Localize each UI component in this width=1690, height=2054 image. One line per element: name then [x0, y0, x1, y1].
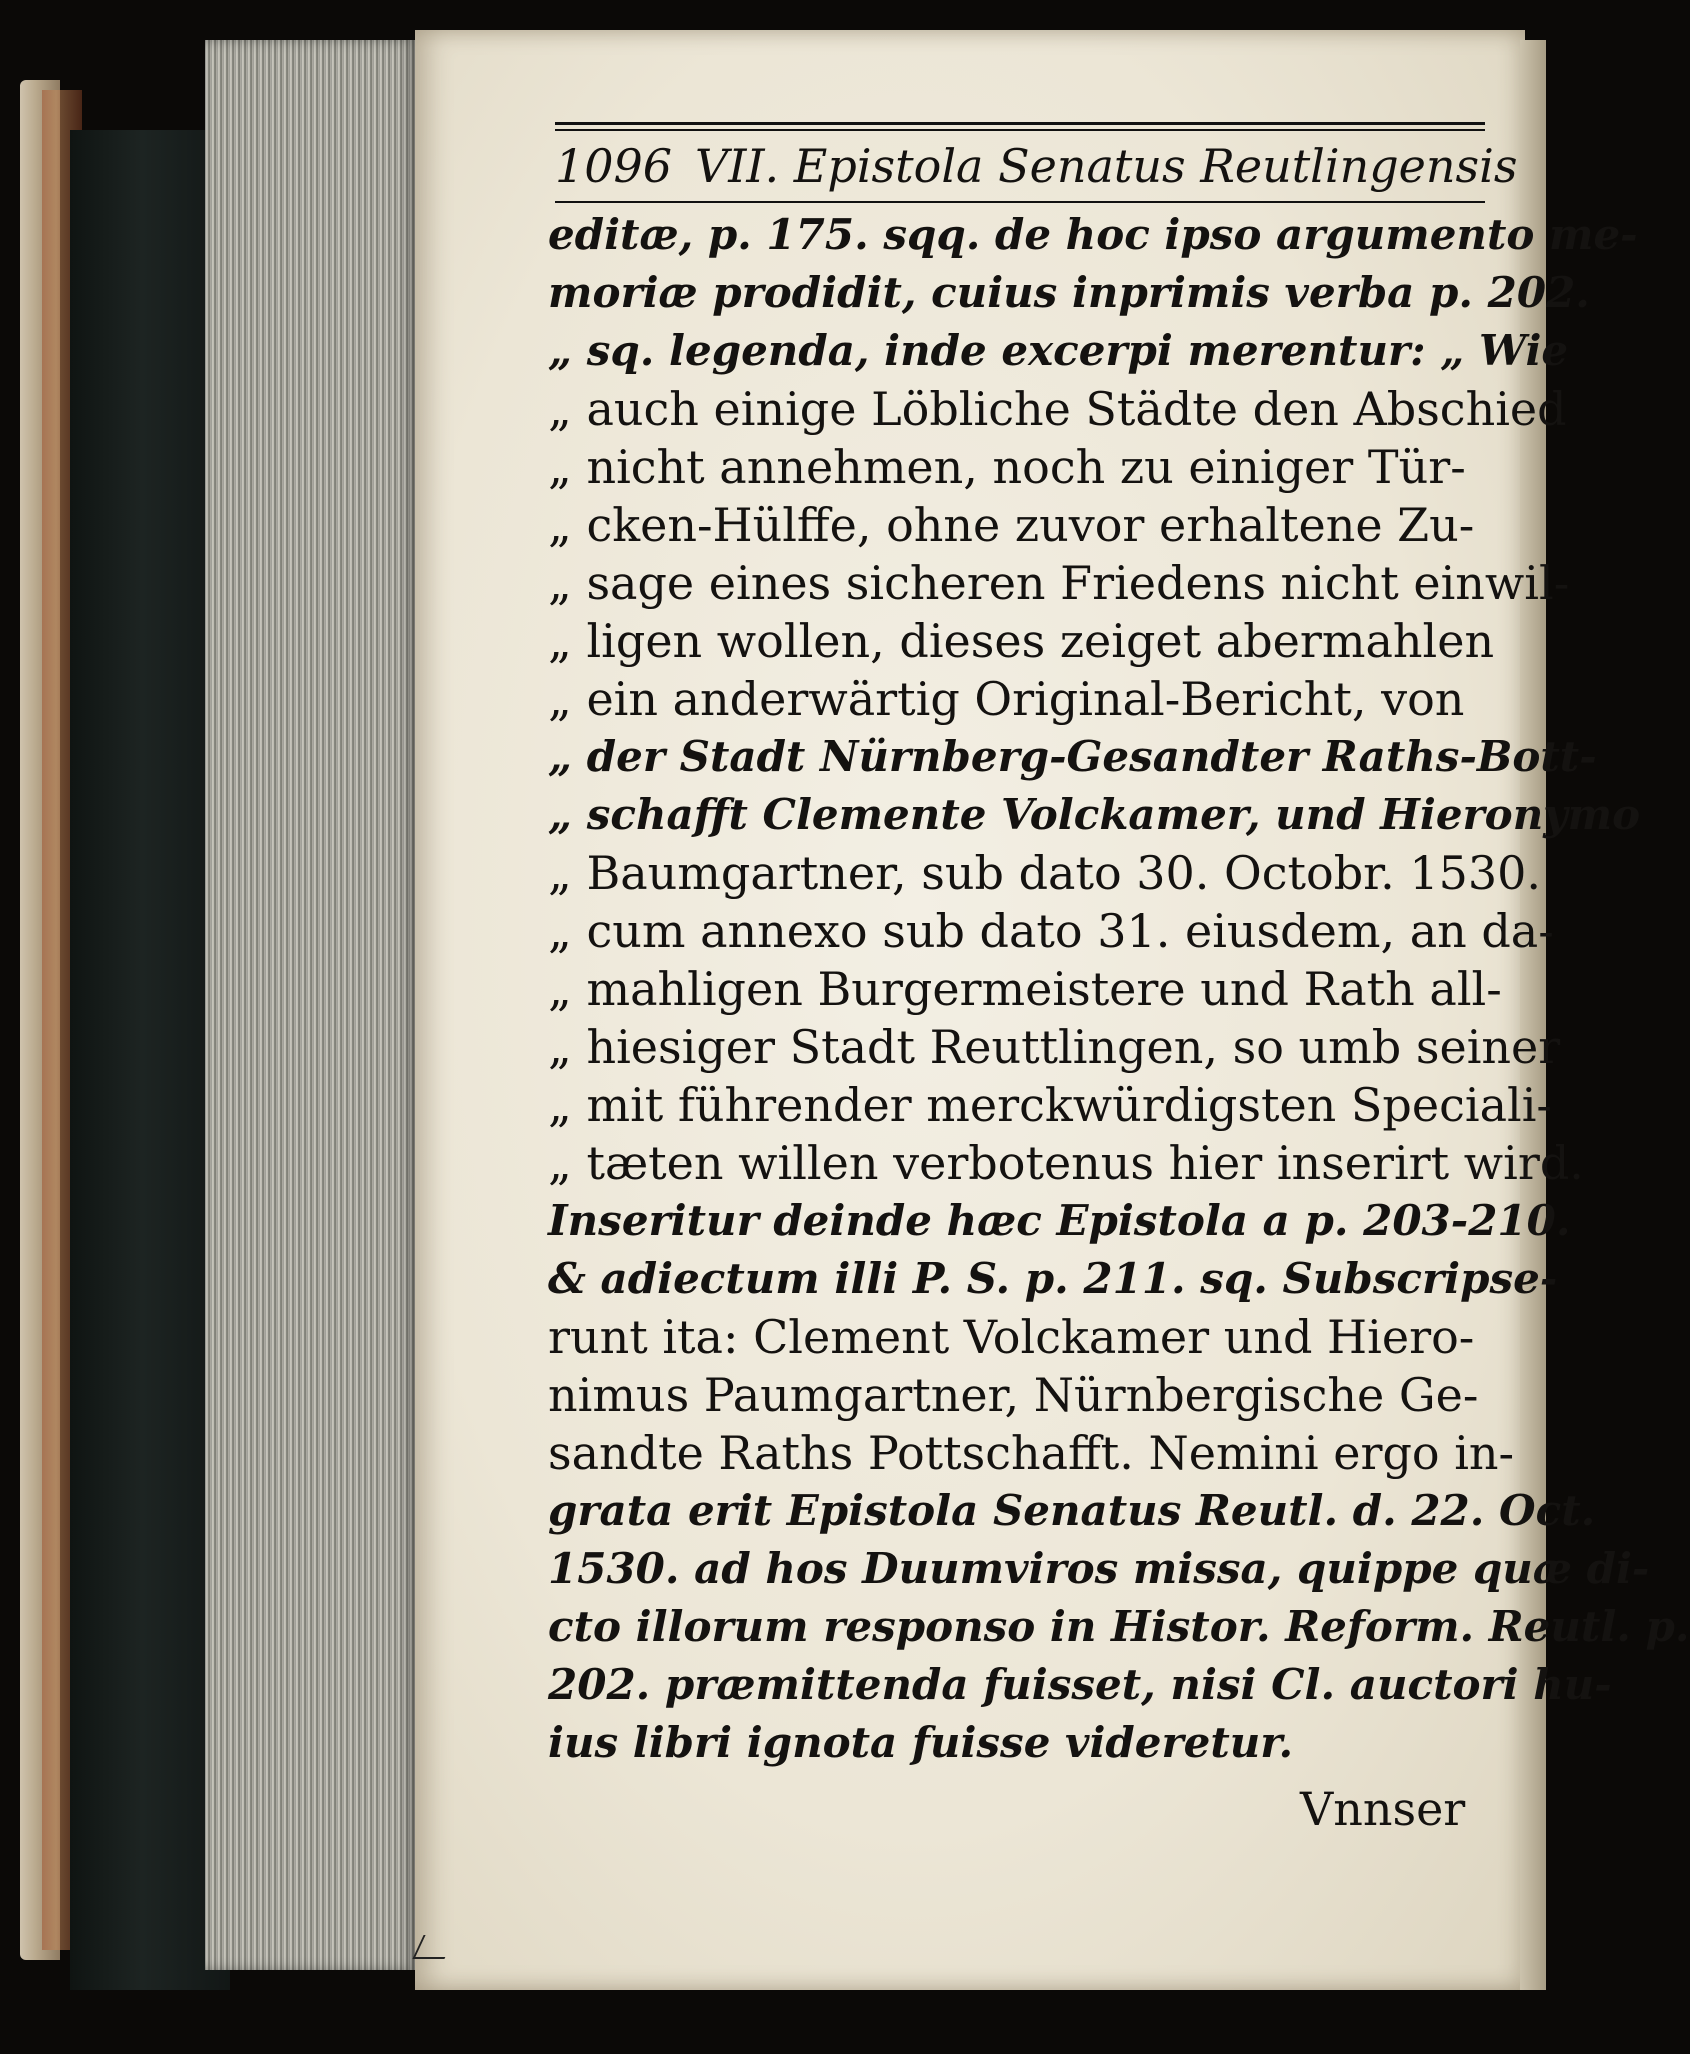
text-line: „ cum annexo sub dato 31. eiusdem, an da- — [548, 904, 1554, 958]
text-line: ius libri ignota fuisse videretur. — [548, 1718, 1294, 1767]
text-line: „ hiesiger Stadt Reuttlingen, so umb seiner — [548, 1020, 1561, 1074]
text-line: „ mit führender merckwürdigsten Speciali- — [548, 1078, 1552, 1132]
text-line: „ der Stadt Nürnberg-Gesandter Raths-Bott- — [548, 732, 1597, 781]
text-line: & adiectum illi P. S. p. 211. sq. Subscripse- — [548, 1254, 1558, 1303]
text-line: moriæ prodidit, cuius inprimis verba p. 202. — [548, 268, 1590, 317]
text-line: Inseritur deinde hæc Epistola a p. 203-210. — [548, 1196, 1571, 1245]
header-rule-top-thin — [555, 129, 1485, 131]
text-line: grata erit Epistola Senatus Reutl. d. 22. Oct. — [548, 1486, 1596, 1535]
running-title: VII. Epistola Senatus Reutlingensis — [695, 139, 1518, 193]
text-line: „ schafft Clemente Volckamer, und Hieronymo — [548, 790, 1641, 839]
text-line: „ ligen wollen, dieses zeiget abermahlen — [548, 614, 1495, 668]
text-line: „ cken-Hülffe, ohne zuvor erhaltene Zu- — [548, 498, 1475, 552]
text-line: „ ein anderwärtig Original-Bericht, von — [548, 672, 1465, 726]
text-line: editæ, p. 175. sqq. de hoc ipso argumento me- — [548, 210, 1638, 259]
text-line: „ sq. legenda, inde excerpi merentur: „ Wie — [548, 326, 1569, 375]
text-line: runt ita: Clement Volckamer und Hiero- — [548, 1310, 1475, 1364]
text-line: „ tæten willen verbotenus hier inserirt wird. — [548, 1136, 1584, 1190]
text-line: 202. præmittenda fuisset, nisi Cl. auctori hu- — [548, 1660, 1612, 1709]
text-line: „ nicht annehmen, noch zu einiger Tür- — [548, 440, 1466, 494]
catchword: Vnnser — [1300, 1782, 1466, 1836]
text-line: „ sage eines sicheren Friedens nicht einwil- — [548, 556, 1570, 610]
page-edges — [205, 40, 415, 1970]
header-rule-top — [555, 122, 1485, 125]
text-line: „ Baumgartner, sub dato 30. Octobr. 1530. — [548, 846, 1542, 900]
running-header — [555, 138, 1518, 194]
text-line: cto illorum responso in Histor. Reform. Reutl. p. — [548, 1602, 1690, 1651]
text-line: nimus Paumgartner, Nürnbergische Ge- — [548, 1368, 1479, 1422]
text-line: sandte Raths Pottschafft. Nemini ergo in- — [548, 1426, 1515, 1480]
page-number: 1096 — [555, 139, 673, 193]
text-line: „ mahligen Burgermeistere und Rath all- — [548, 962, 1502, 1016]
text-line: 1530. ad hos Duumviros missa, quippe quæ di- — [548, 1544, 1650, 1593]
text-line: „ auch einige Löbliche Städte den Abschied — [548, 382, 1567, 436]
header-rule-bottom — [555, 201, 1485, 203]
